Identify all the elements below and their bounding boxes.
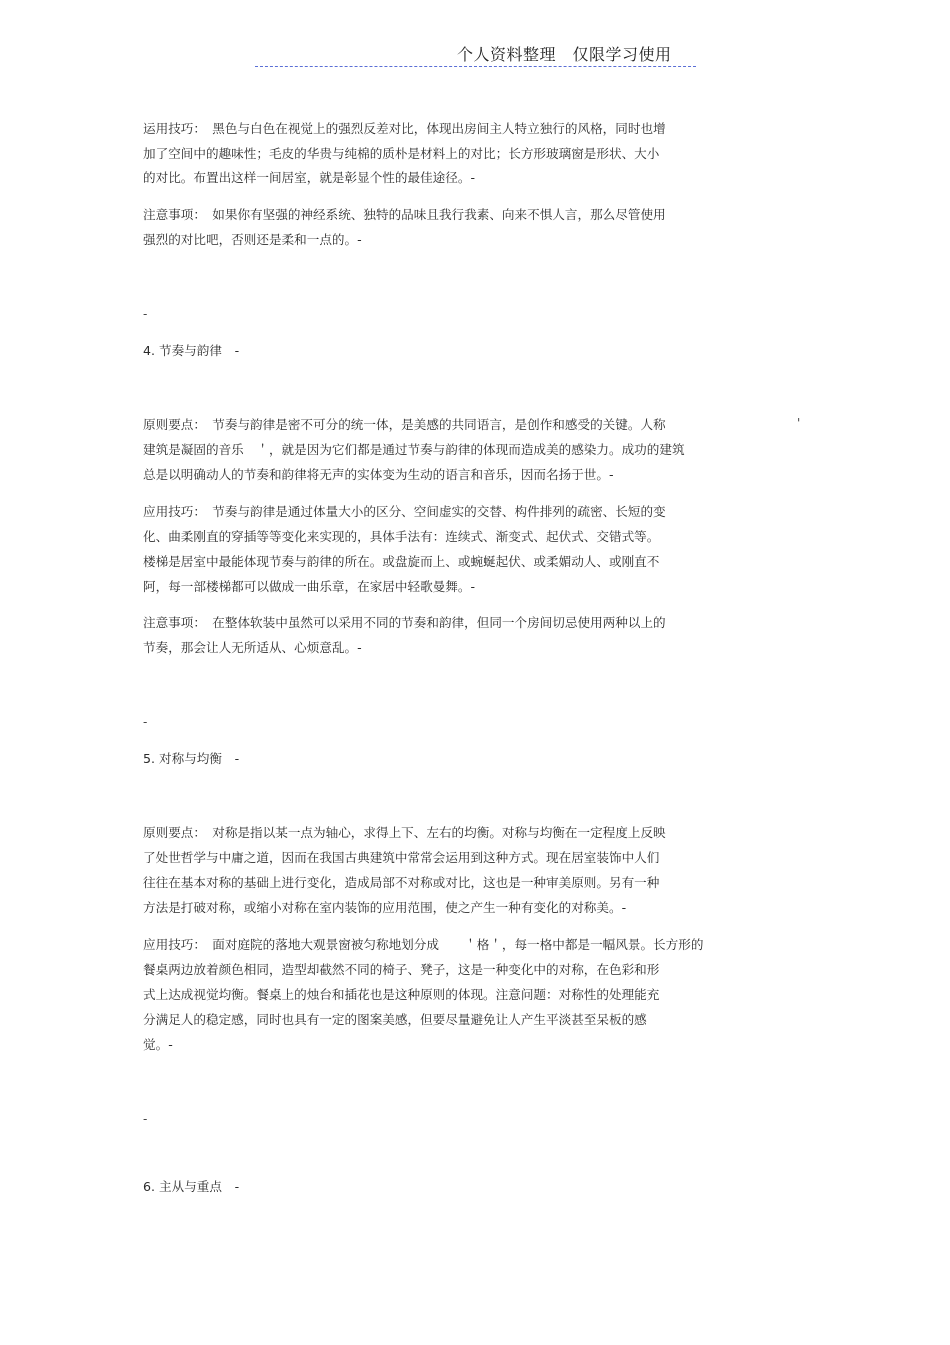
separator-dash-1: - — [143, 307, 148, 321]
section-heading-rhythm: 4. 节奏与韵律 - — [143, 343, 240, 358]
rhythm-tech-line-1: 应用技巧： 节奏与韵律是通过体量大小的区分、空间虚实的交替、构件排列的疏密、长短的变 — [143, 504, 666, 519]
symmetry-tech-line-5: 觉。- — [143, 1037, 173, 1052]
contrast-note-line-2: 强烈的对比吧，否则还是柔和一点的。- — [143, 232, 362, 247]
section-heading-symmetry: 5. 对称与均衡 - — [143, 751, 240, 766]
rhythm-principle-line-2: 建筑是凝固的音乐 ＇，就是因为它们都是通过节奏与韵律的体现而造成美的感染力。成功的建筑 — [143, 442, 685, 457]
symmetry-principle-line-1: 原则要点： 对称是指以某一点为轴心，求得上下、左右的均衡。对称与均衡在一定程度上反映 — [143, 825, 666, 840]
header-text: 个人资料整理 仅限学习使用 — [457, 45, 672, 64]
symmetry-tech-line-3: 式上达成视觉均衡。餐桌上的烛台和插花也是这种原则的体现。注意问题：对称性的处理能充 — [143, 987, 660, 1002]
rhythm-note-line-1: 注意事项： 在整体软装中虽然可以采用不同的节奏和韵律，但同一个房间切忌使用两种以上的 — [143, 615, 666, 630]
separator-dash-3: - — [143, 1112, 148, 1126]
symmetry-tech-line-2: 餐桌两边放着颜色相同，造型却截然不同的椅子、凳子，这是一种变化中的对称，在色彩和形 — [143, 962, 660, 977]
rhythm-principle-line-3: 总是以明确动人的节奏和韵律将无声的实体变为生动的语言和音乐，因而名扬于世。- — [143, 467, 614, 482]
stray-quote-mark: ' — [797, 416, 801, 430]
rhythm-tech-line-3: 楼梯是居室中最能体现节奏与韵律的所在。或盘旋而上、或蜿蜒起伏、或柔媚动人、或刚直不 — [143, 554, 660, 569]
rhythm-tech-line-4: 阿，每一部楼梯都可以做成一曲乐章，在家居中轻歌曼舞。- — [143, 579, 475, 594]
symmetry-tech-line-1: 应用技巧： 面对庭院的落地大观景窗被匀称地划分成 ＇格＇，每一格中都是一幅风景。长方形的 — [143, 937, 704, 952]
symmetry-principle-line-3: 往往在基本对称的基础上进行变化，造成局部不对称或对比，这也是一种审美原则。另有一种 — [143, 875, 660, 890]
symmetry-principle-line-2: 了处世哲学与中庸之道，因而在我国古典建筑中常常会运用到这种方式。现在居室装饰中人们 — [143, 850, 660, 865]
contrast-tech-line-1: 运用技巧： 黑色与白色在视觉上的强烈反差对比，体现出房间主人特立独行的风格，同时也增 — [143, 121, 666, 136]
rhythm-tech-line-2: 化、曲柔刚直的穿插等等变化来实现的，具体手法有：连续式、渐变式、起伏式、交错式等。 — [143, 529, 660, 544]
section-heading-primary: 6. 主从与重点 - — [143, 1179, 240, 1194]
contrast-tech-line-3: 的对比。布置出这样一间居室，就是彰显个性的最佳途径。- — [143, 170, 475, 185]
separator-dash-2: - — [143, 715, 148, 729]
contrast-note-line-1: 注意事项： 如果你有坚强的神经系统、独特的品味且我行我素、向来不惧人言，那么尽管使用 — [143, 207, 666, 222]
rhythm-note-line-2: 节奏，那会让人无所适从、心烦意乱。- — [143, 640, 362, 655]
symmetry-tech-line-4: 分满足人的稳定感，同时也具有一定的图案美感，但要尽量避免让人产生平淡甚至呆板的感 — [143, 1012, 647, 1027]
rhythm-principle-line-1: 原则要点： 节奏与韵律是密不可分的统一体，是美感的共同语言，是创作和感受的关键。人称 — [143, 417, 666, 432]
symmetry-principle-line-4: 方法是打破对称，或缩小对称在室内装饰的应用范围，使之产生一种有变化的对称美。- — [143, 900, 627, 915]
contrast-tech-line-2: 加了空间中的趣味性；毛皮的华贵与纯棉的质朴是材料上的对比；长方形玻璃窗是形状、大小 — [143, 146, 660, 161]
page-header — [255, 40, 696, 67]
